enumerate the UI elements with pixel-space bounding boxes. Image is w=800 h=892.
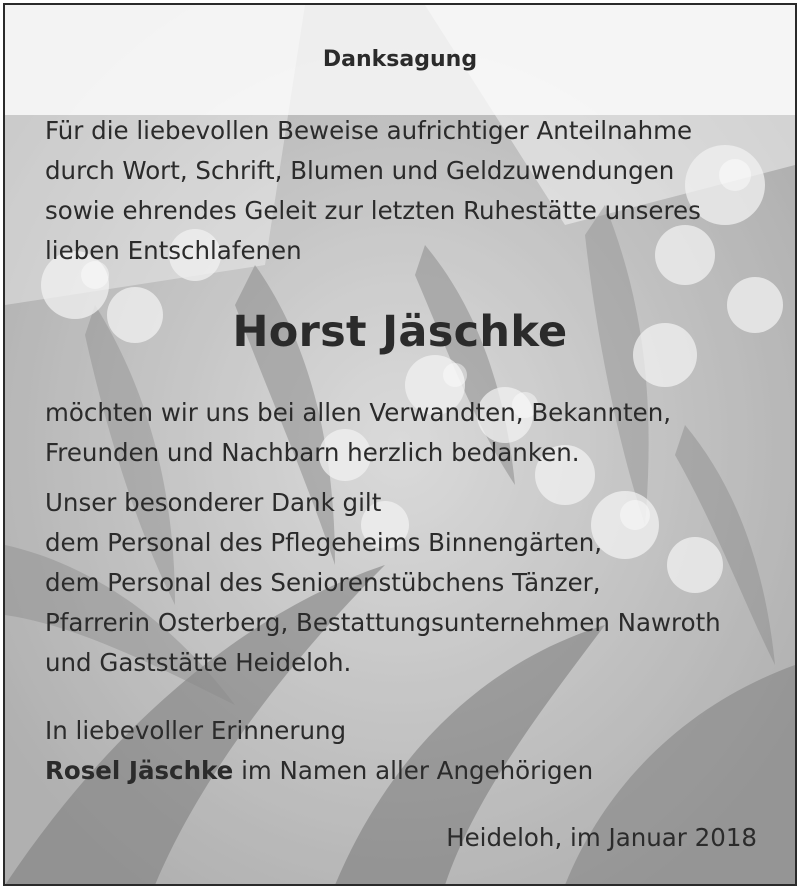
signer-line <box>45 751 593 791</box>
closing-paragraph <box>45 711 593 791</box>
intro-line: sowie ehrendes Geleit zur letzten Ruhestätte unseres <box>45 196 701 225</box>
remembrance-line: In liebevoller Erinnerung <box>45 716 347 745</box>
thanks-line: möchten wir uns bei allen Verwandten, Bekannten, <box>45 398 672 427</box>
intro-line: durch Wort, Schrift, Blumen und Geldzuwendungen <box>45 156 675 185</box>
special-thanks-line: und Gaststätte Heideloh. <box>45 648 352 677</box>
intro-paragraph <box>45 111 701 271</box>
intro-line: lieben Entschlafenen <box>45 236 302 265</box>
intro-line: Für die liebevollen Beweise aufrichtiger Anteilnahme <box>45 116 693 145</box>
thanks-paragraph <box>45 393 671 473</box>
special-thanks-line: Pfarrerin Osterberg, Bestattungsunternehmen Nawroth <box>45 608 721 637</box>
notice-heading: Danksagung <box>322 47 478 72</box>
thanks-line: Freunden und Nachbarn herzlich bedanken. <box>45 438 580 467</box>
special-thanks-line: Unser besonderer Dank gilt <box>45 488 382 517</box>
obituary-thank-you-notice <box>3 3 797 886</box>
special-thanks-paragraph <box>45 483 721 683</box>
signer-suffix: im Namen aller Angehörigen <box>233 756 594 785</box>
special-thanks-line: dem Personal des Seniorenstübchens Tänzer, <box>45 568 601 597</box>
place-and-date: Heideloh, im Januar 2018 <box>446 823 757 852</box>
special-thanks-line: dem Personal des Pflegeheims Binnengärten, <box>45 528 603 557</box>
deceased-name: Horst Jäschke <box>232 307 568 357</box>
signer-name: Rosel Jäschke <box>45 756 234 785</box>
